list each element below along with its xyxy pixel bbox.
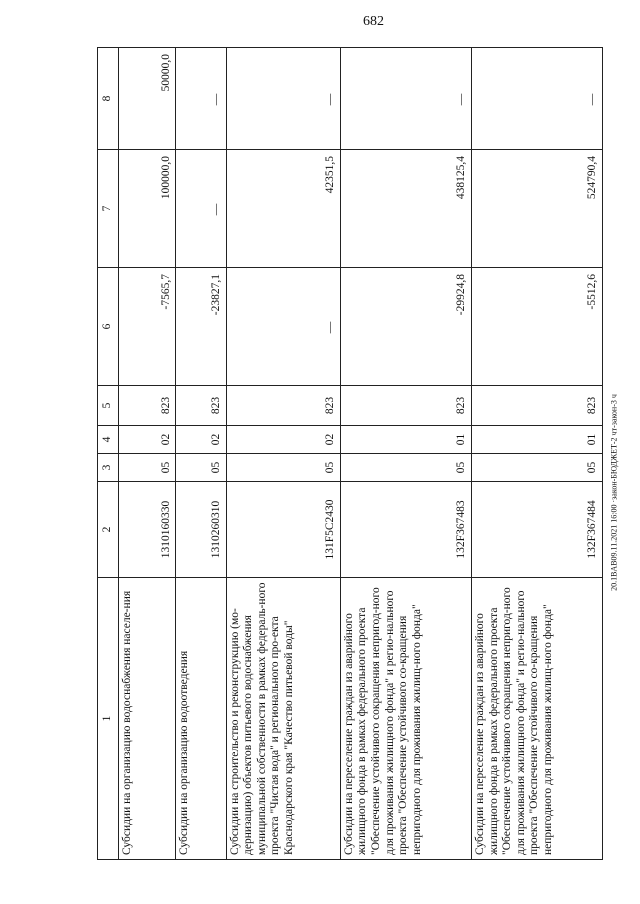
header-col-4: 4 [98,426,119,454]
row-description: Субсидии на организацию водоотведения [176,578,227,860]
row-col-3: 05 [226,454,340,482]
row-col-8: — [471,48,602,150]
header-col-3: 3 [98,454,119,482]
header-col-7: 7 [98,150,119,268]
header-col-6: 6 [98,268,119,386]
row-col-7: — [176,150,227,268]
row-description: Субсидии на переселение граждан из аварийного жилищного фонда в рамках федерального проекта "Обеспечение устойчивого сокращения непригод-ного для проживания жилищного фонда" и регио-нального проекта "Обеспечение устойчивого со-кращения непригодного для проживания жилищ-ного фонда" [340,578,471,860]
header-col-5: 5 [98,386,119,426]
row-col-5: 823 [471,386,602,426]
row-col-5: 823 [340,386,471,426]
row-col-5: 823 [119,386,176,426]
row-code: 1310260310 [176,482,227,578]
row-col-8: — [226,48,340,150]
row-col-6: -29924,8 [340,268,471,386]
row-col-7: 100000,0 [119,150,176,268]
row-code: 132F367483 [340,482,471,578]
row-code: 132F367484 [471,482,602,578]
row-col-5: 823 [176,386,227,426]
row-col-4: 01 [340,426,471,454]
row-col-4: 02 [119,426,176,454]
page-number: 682 [363,14,384,29]
table-row [226,48,340,860]
row-col-6: -23827,1 [176,268,227,386]
table-row [340,48,471,860]
row-col-7: 524790,4 [471,150,602,268]
side-stamp [609,110,628,880]
row-col-4: 02 [226,426,340,454]
budget-table-container [97,48,603,860]
table-row [176,48,227,860]
row-col-6: -5512,6 [471,268,602,386]
row-col-3: 05 [471,454,602,482]
row-description: Субсидии на организацию водоснабжения населе-ния [119,578,176,860]
row-description: Субсидии на строительство и реконструкцию (мо-дернизацию) объектов питьевого водоснабжения муниципальной собственности в рамках федераль-ного проекта "Чистая вода" и регионального про-екта Краснодарского края "Качество питьевой воды" [226,578,340,860]
header-col-8: 8 [98,48,119,150]
row-col-3: 05 [176,454,227,482]
table-row [471,48,602,860]
row-col-4: 02 [176,426,227,454]
row-col-4: 01 [471,426,602,454]
row-code: 131F5C2430 [226,482,340,578]
side-stamp-text: 20.1BAB09.11.2021 16:00 ·закон-БЮДЖЕТ-2 чт-закон-3 ч [609,394,619,591]
row-col-6: — [226,268,340,386]
table-row [119,48,176,860]
header-col-1: 1 [98,578,119,860]
header-row [98,48,119,860]
row-col-5: 823 [226,386,340,426]
row-col-6: -7565,7 [119,268,176,386]
row-description: Субсидии на переселение граждан из аварийного жилищного фонда в рамках федерального проекта "Обеспечение устойчивого сокращения непригод-ного для проживания жилищного фонда" и регио-нального проекта "Обеспечение устойчивого со-кращения непригодного для проживания жилищ-ного фонда" [471,578,602,860]
header-col-2: 2 [98,482,119,578]
row-col-3: 05 [119,454,176,482]
row-col-8: — [340,48,471,150]
row-col-3: 05 [340,454,471,482]
row-col-8: 50000,0 [119,48,176,150]
row-col-7: 438125,4 [340,150,471,268]
row-col-8: — [176,48,227,150]
row-code: 1310160330 [119,482,176,578]
budget-table [97,48,603,860]
row-col-7: 42351,5 [226,150,340,268]
